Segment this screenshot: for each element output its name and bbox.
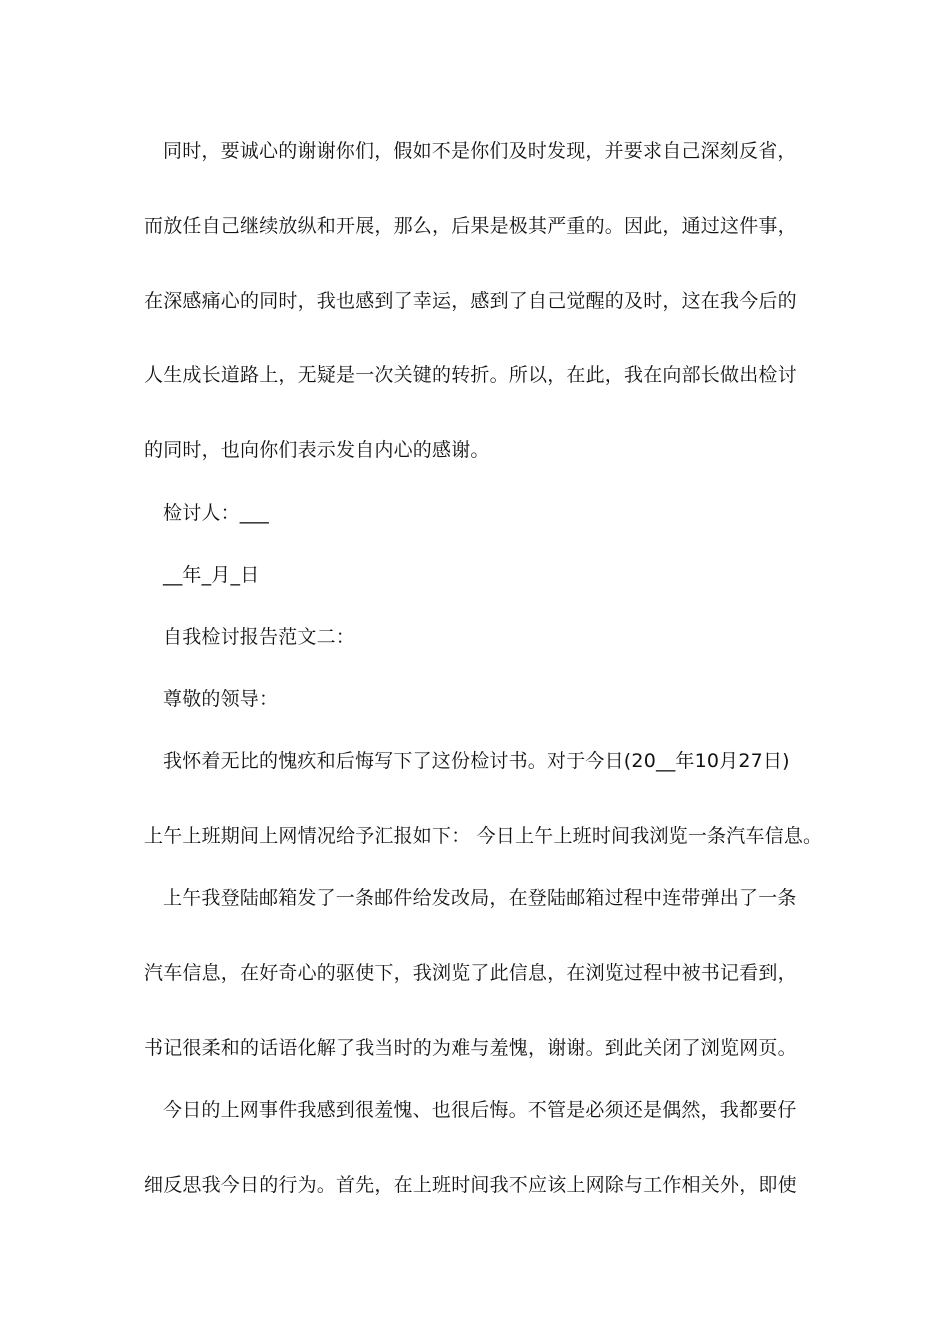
paragraph-line: 人生成长道路上，无疑是一次关键的转折。所以，在此，我在向部长做出检讨: [144, 364, 797, 386]
paragraph-line: 今日的上网事件我感到很羞愧、也很后悔。不管是必须还是偶然，我都要仔: [163, 1099, 797, 1121]
paragraph-line: 在深感痛心的同时，我也感到了幸运，感到了自己觉醒的及时，这在我今后的: [144, 290, 797, 312]
paragraph-line: 的同时，也向你们表示发自内心的感谢。: [144, 439, 490, 461]
paragraph-line: 同时，要诚心的谢谢你们，假如不是你们及时发现，并要求自己深刻反省，: [163, 140, 797, 162]
section-title: 自我检讨报告范文二：: [163, 626, 356, 648]
paragraph-line: 汽车信息，在好奇心的驱使下，我浏览了此信息，在浏览过程中被书记看到，: [144, 962, 797, 984]
paragraph-line: 上午上班期间上网情况给予汇报如下： 今日上午上班时间我浏览一条汽车信息。: [144, 825, 823, 847]
paragraph-line: 书记很柔和的话语化解了我当时的为难与羞愧，谢谢。到此关闭了浏览网页。: [144, 1037, 797, 1059]
signature-line: 检讨人：___: [163, 502, 269, 524]
paragraph-line: 而放任自己继续放纵和开展，那么，后果是极其严重的。因此，通过这件事，: [144, 215, 797, 237]
paragraph-line: 细反思我今日的行为。首先，在上班时间我不应该上网除与工作相关外，即使: [144, 1174, 797, 1196]
paragraph-line: 我怀着无比的愧疚和后悔写下了这份检讨书。对于今日(20__年10月27日): [163, 750, 790, 772]
paragraph-line: 上午我登陆邮箱发了一条邮件给发改局，在登陆邮箱过程中连带弹出了一条: [163, 887, 797, 909]
salutation: 尊敬的领导：: [163, 688, 279, 710]
date-line: __年_月_日: [163, 564, 260, 586]
